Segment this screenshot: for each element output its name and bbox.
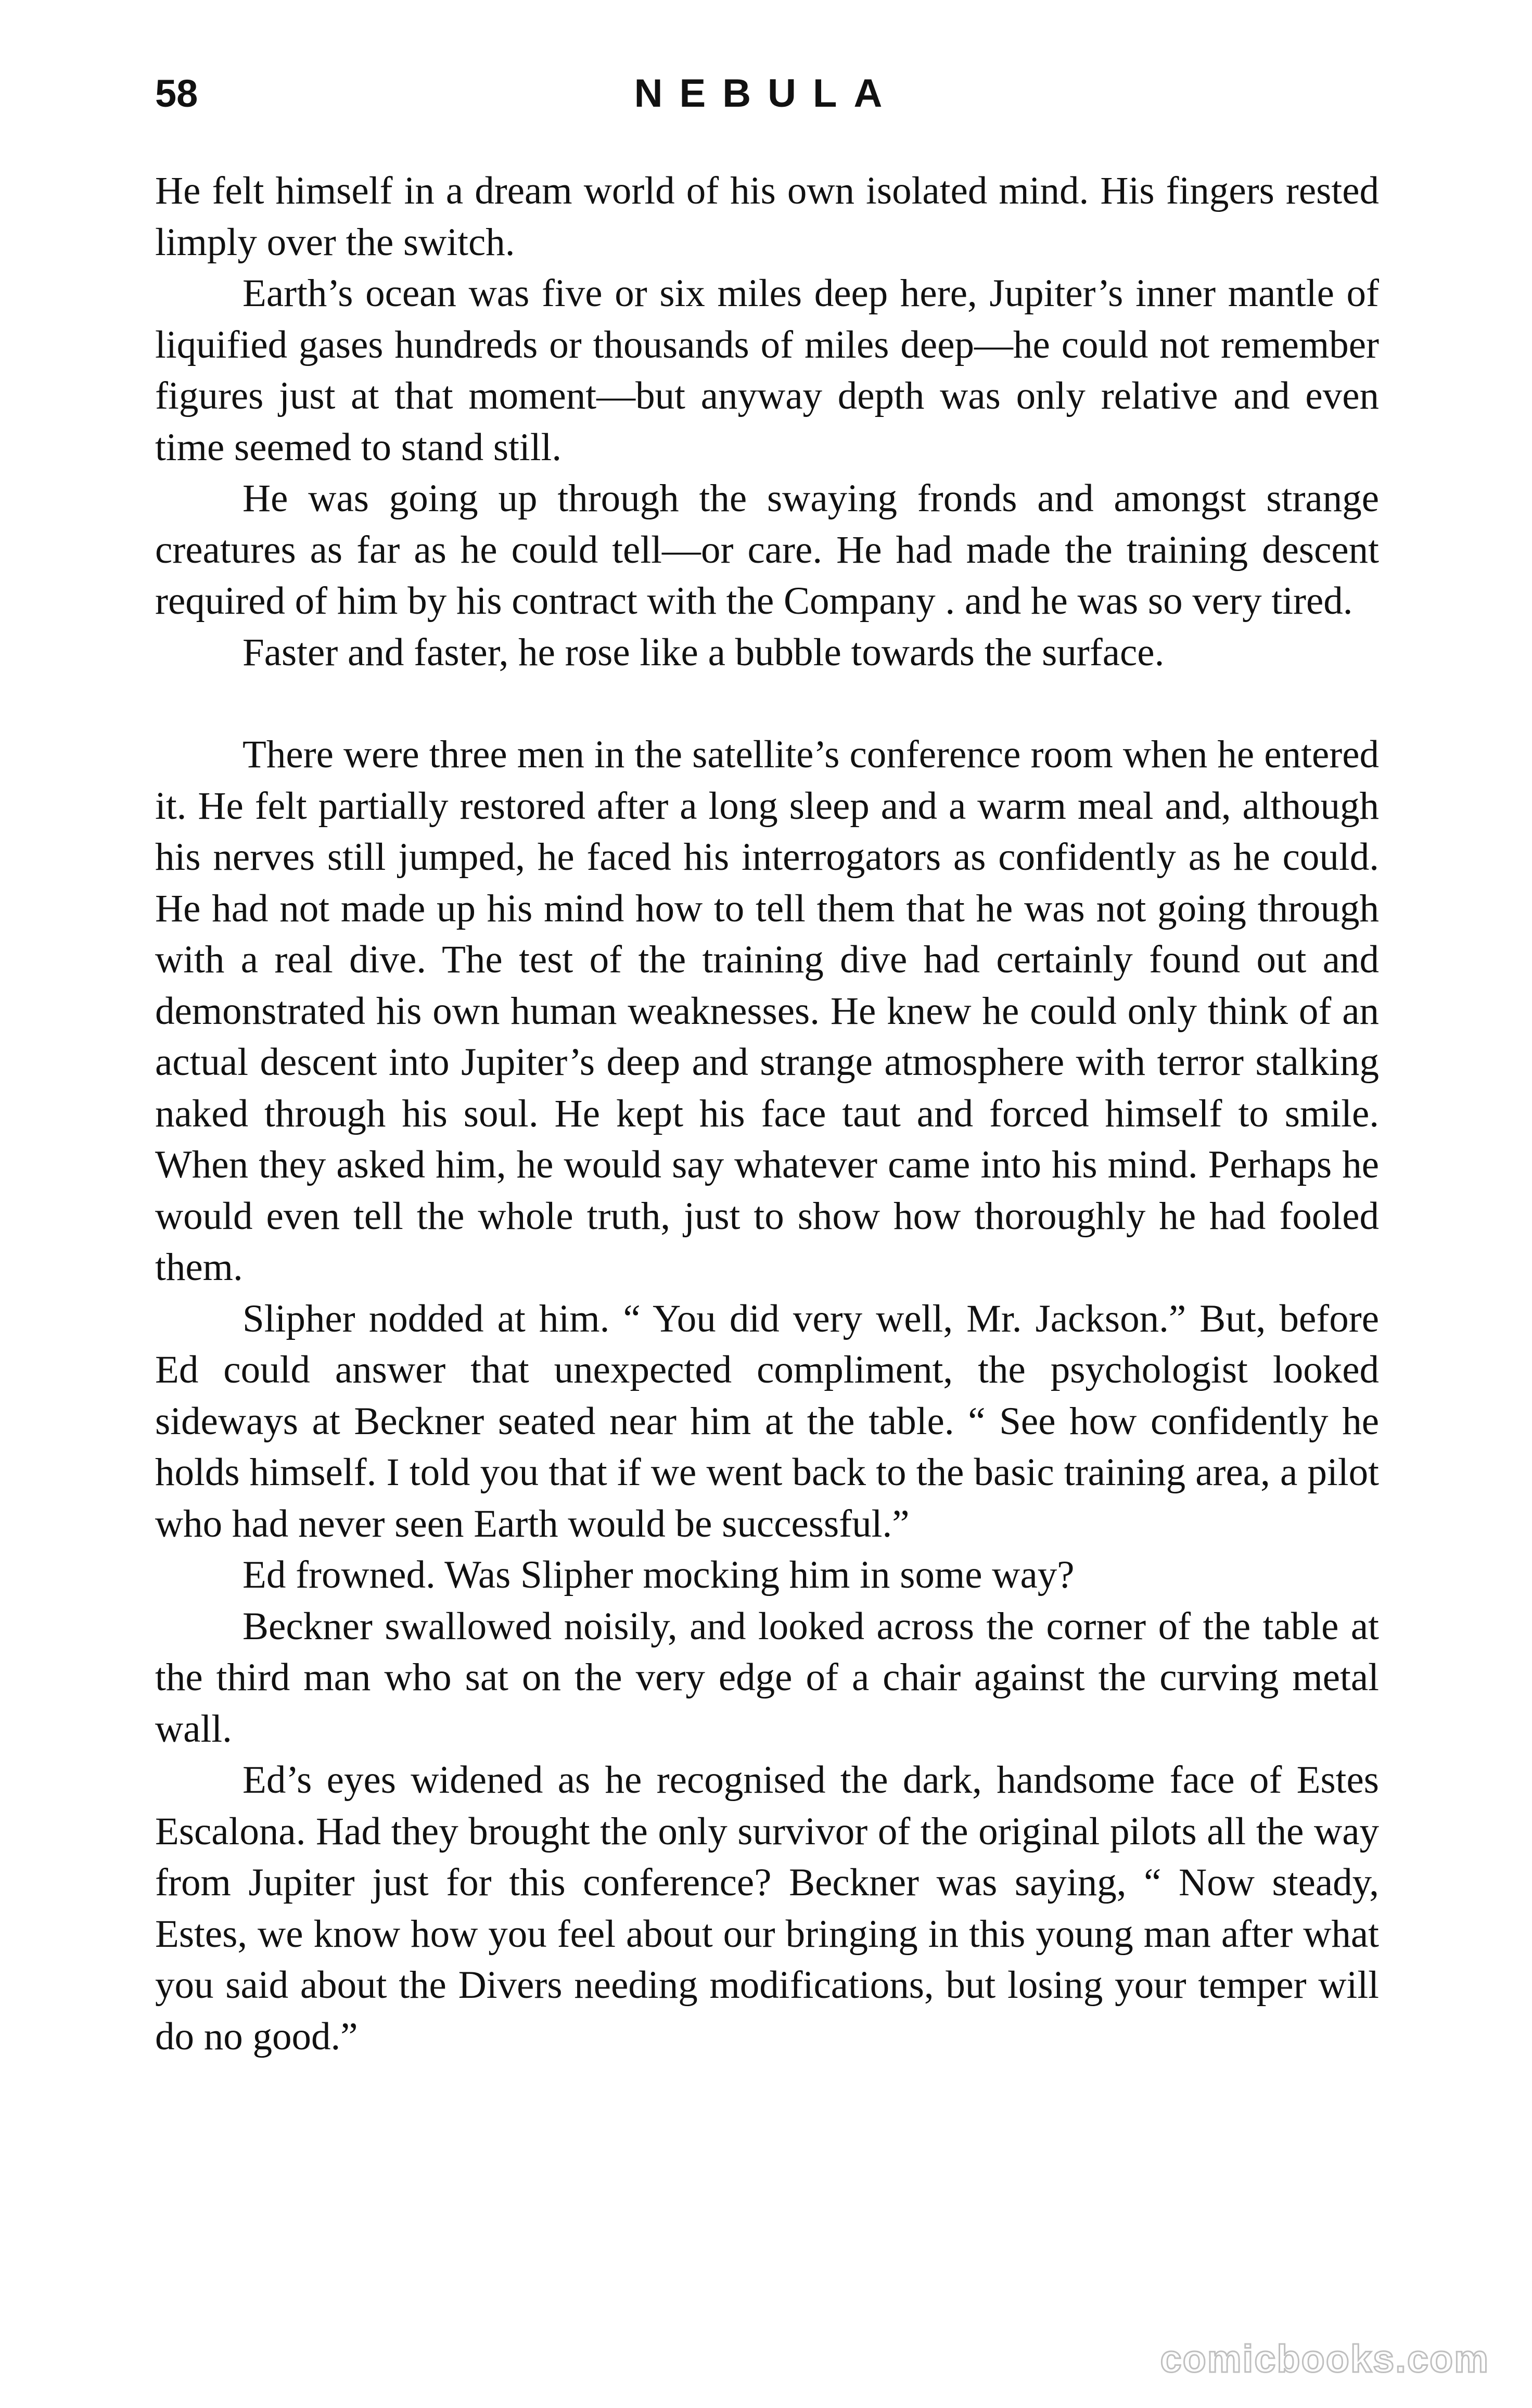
paragraph: Beckner swallowed noisily, and looked across the corner of the table at the third man who sat on the very edge of a chair against the curving metal wall. [155, 1604, 1379, 1751]
paragraph: Faster and faster, he rose like a bubble towards the surface. [242, 630, 1165, 674]
paragraph: He was going up through the swaying fronds and amongst strange creatures as far as he could tell—or care. He had made the training descent required of him by his contract with the Company . and he was so very tired. [155, 477, 1379, 623]
section-break [155, 678, 1379, 729]
body-text [155, 166, 1379, 2062]
paragraph: There were three men in the satellite’s conference room when he entered it. He felt partially restored after a long sleep and a warm meal and, although his nerves still jumped, he faced his interrogators as confidently as he could. He had not made up his mind how to tell them that he was not going through with a real dive. The test of the training dive had certainly found out and demonstrated his own human weaknesses. He knew he could only think of an actual descent into Jupiter’s deep and strange atmosphere with terror stalking naked through his soul. He kept his face taut and forced himself to smile. When they asked him, he would say whatever came into his mind. Perhaps he would even tell the whole truth, just to show how thoroughly he had fooled them. [155, 733, 1379, 1289]
paragraph: Ed’s eyes widened as he recognised the dark, handsome face of Estes Escalona. Had they brought the only survivor of the original pilots all the way from Jupiter just for this conference? Beckner was saying, “ Now steady, Estes, we know how you feel about our bringing in this young man after what you said about the Divers needing modifications, but losing your temper will do no good.” [155, 1758, 1379, 2058]
page-header [155, 68, 1378, 120]
paragraph: He felt himself in a dream world of his own isolated mind. His fingers rested limply over the switch. [155, 169, 1379, 264]
paragraph: Ed frowned. Was Slipher mocking him in some way? [242, 1553, 1075, 1596]
running-head: NEBULA [634, 71, 899, 116]
watermark: comicbooks.com [1160, 2337, 1489, 2380]
paragraph: Slipher nodded at him. “ You did very well, Mr. Jackson.” But, before Ed could answer that unexpected compliment, the psychologist looked sideways at Beckner seated near him at the table. “ See how confidently he holds himself. I told you that if we went back to the basic training area, a pilot who had never seen Earth would be successful.” [155, 1297, 1379, 1545]
page-number: 58 [155, 72, 198, 115]
paragraph: Earth’s ocean was five or six miles deep here, Jupiter’s inner mantle of liquified gases hundreds or thousands of miles deep—he could not remember figures just at that moment—but anyway depth was only relative and even time seemed to stand still. [155, 272, 1379, 469]
